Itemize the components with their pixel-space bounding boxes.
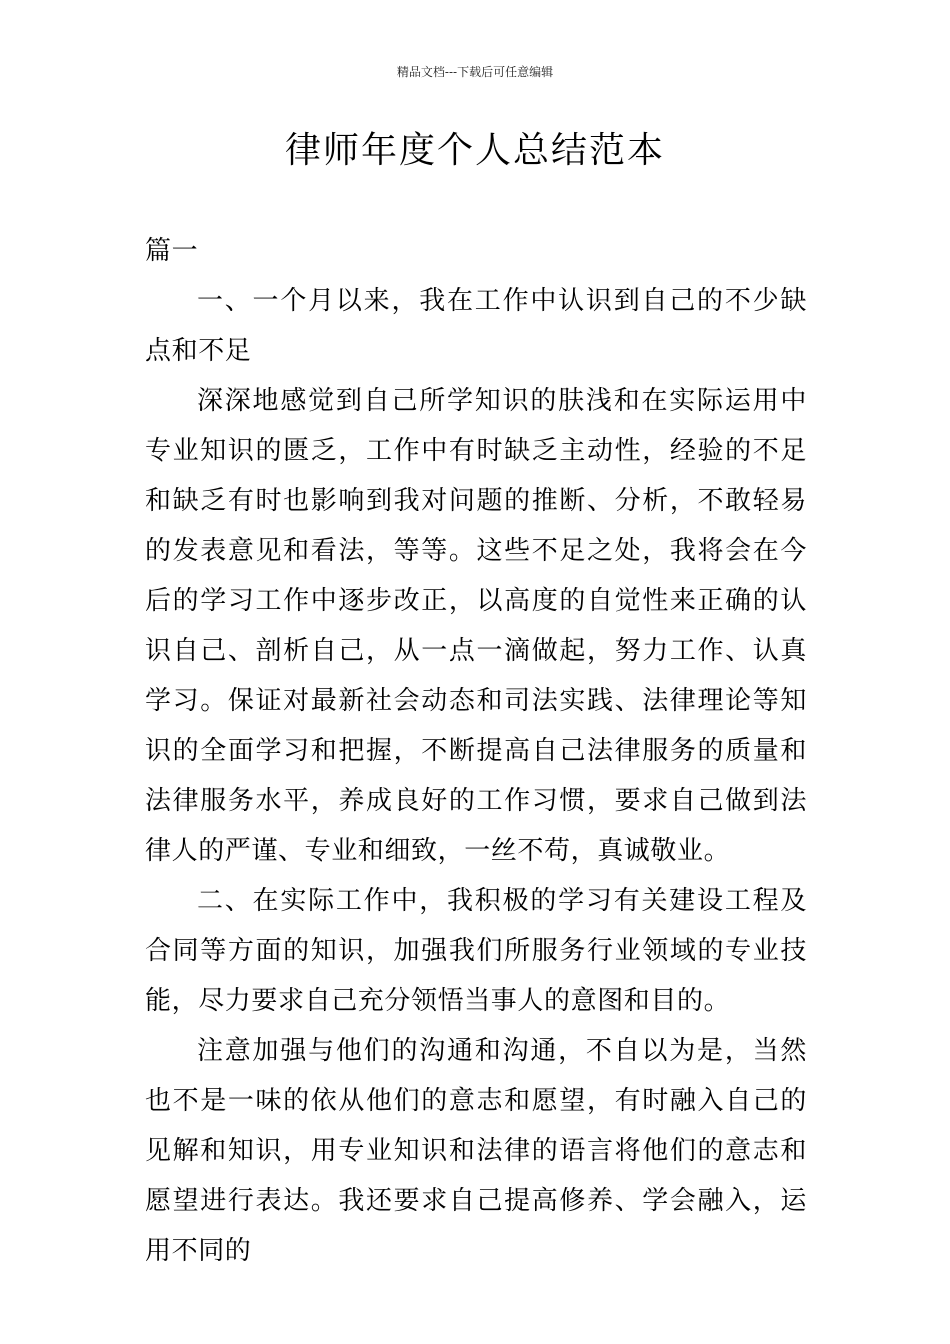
paragraph-3: 二、在实际工作中，我积极的学习有关建设工程及合同等方面的知识，加强我们所服务行业领域的专业技能，尽力要求自己充分领悟当事人的意图和目的。 — [145, 886, 807, 1016]
paragraph-2: 深深地感觉到自己所学知识的肤浅和在实际运用中专业知识的匮乏，工作中有时缺乏主动性，经验的不足和缺乏有时也影响到我对问题的推断、分析，不敢轻易的发表意见和看法，等等。这些不足之处，我将会在今后的学习工作中逐步改正，以高度的自觉性来正确的认识自己、剖析自己，从一点一滴做起，努力工作、认真学习。保证对最新社会动态和司法实践、法律理论等知识的全面学习和把握，不断提高自己法律服务的质量和法律服务水平，养成良好的工作习惯，要求自己做到法律人的严谨、专业和细致，一丝不苟，真诚敬业。 — [145, 386, 807, 866]
paragraph-1: 一、一个月以来，我在工作中认识到自己的不少缺点和不足 — [145, 286, 807, 366]
header-note: 精品文档---下载后可任意编辑 — [396, 65, 554, 79]
section-label: 篇一 — [145, 236, 199, 266]
document-title: 律师年度个人总结范本 — [284, 130, 665, 171]
paragraph-4: 注意加强与他们的沟通和沟通，不自以为是，当然也不是一味的依从他们的意志和愿望，有时融入自己的见解和知识，用专业知识和法律的语言将他们的意志和愿望进行表达。我还要求自己提高修养、学会融入，运用不同的 — [145, 1036, 807, 1266]
document-body — [145, 226, 807, 1276]
